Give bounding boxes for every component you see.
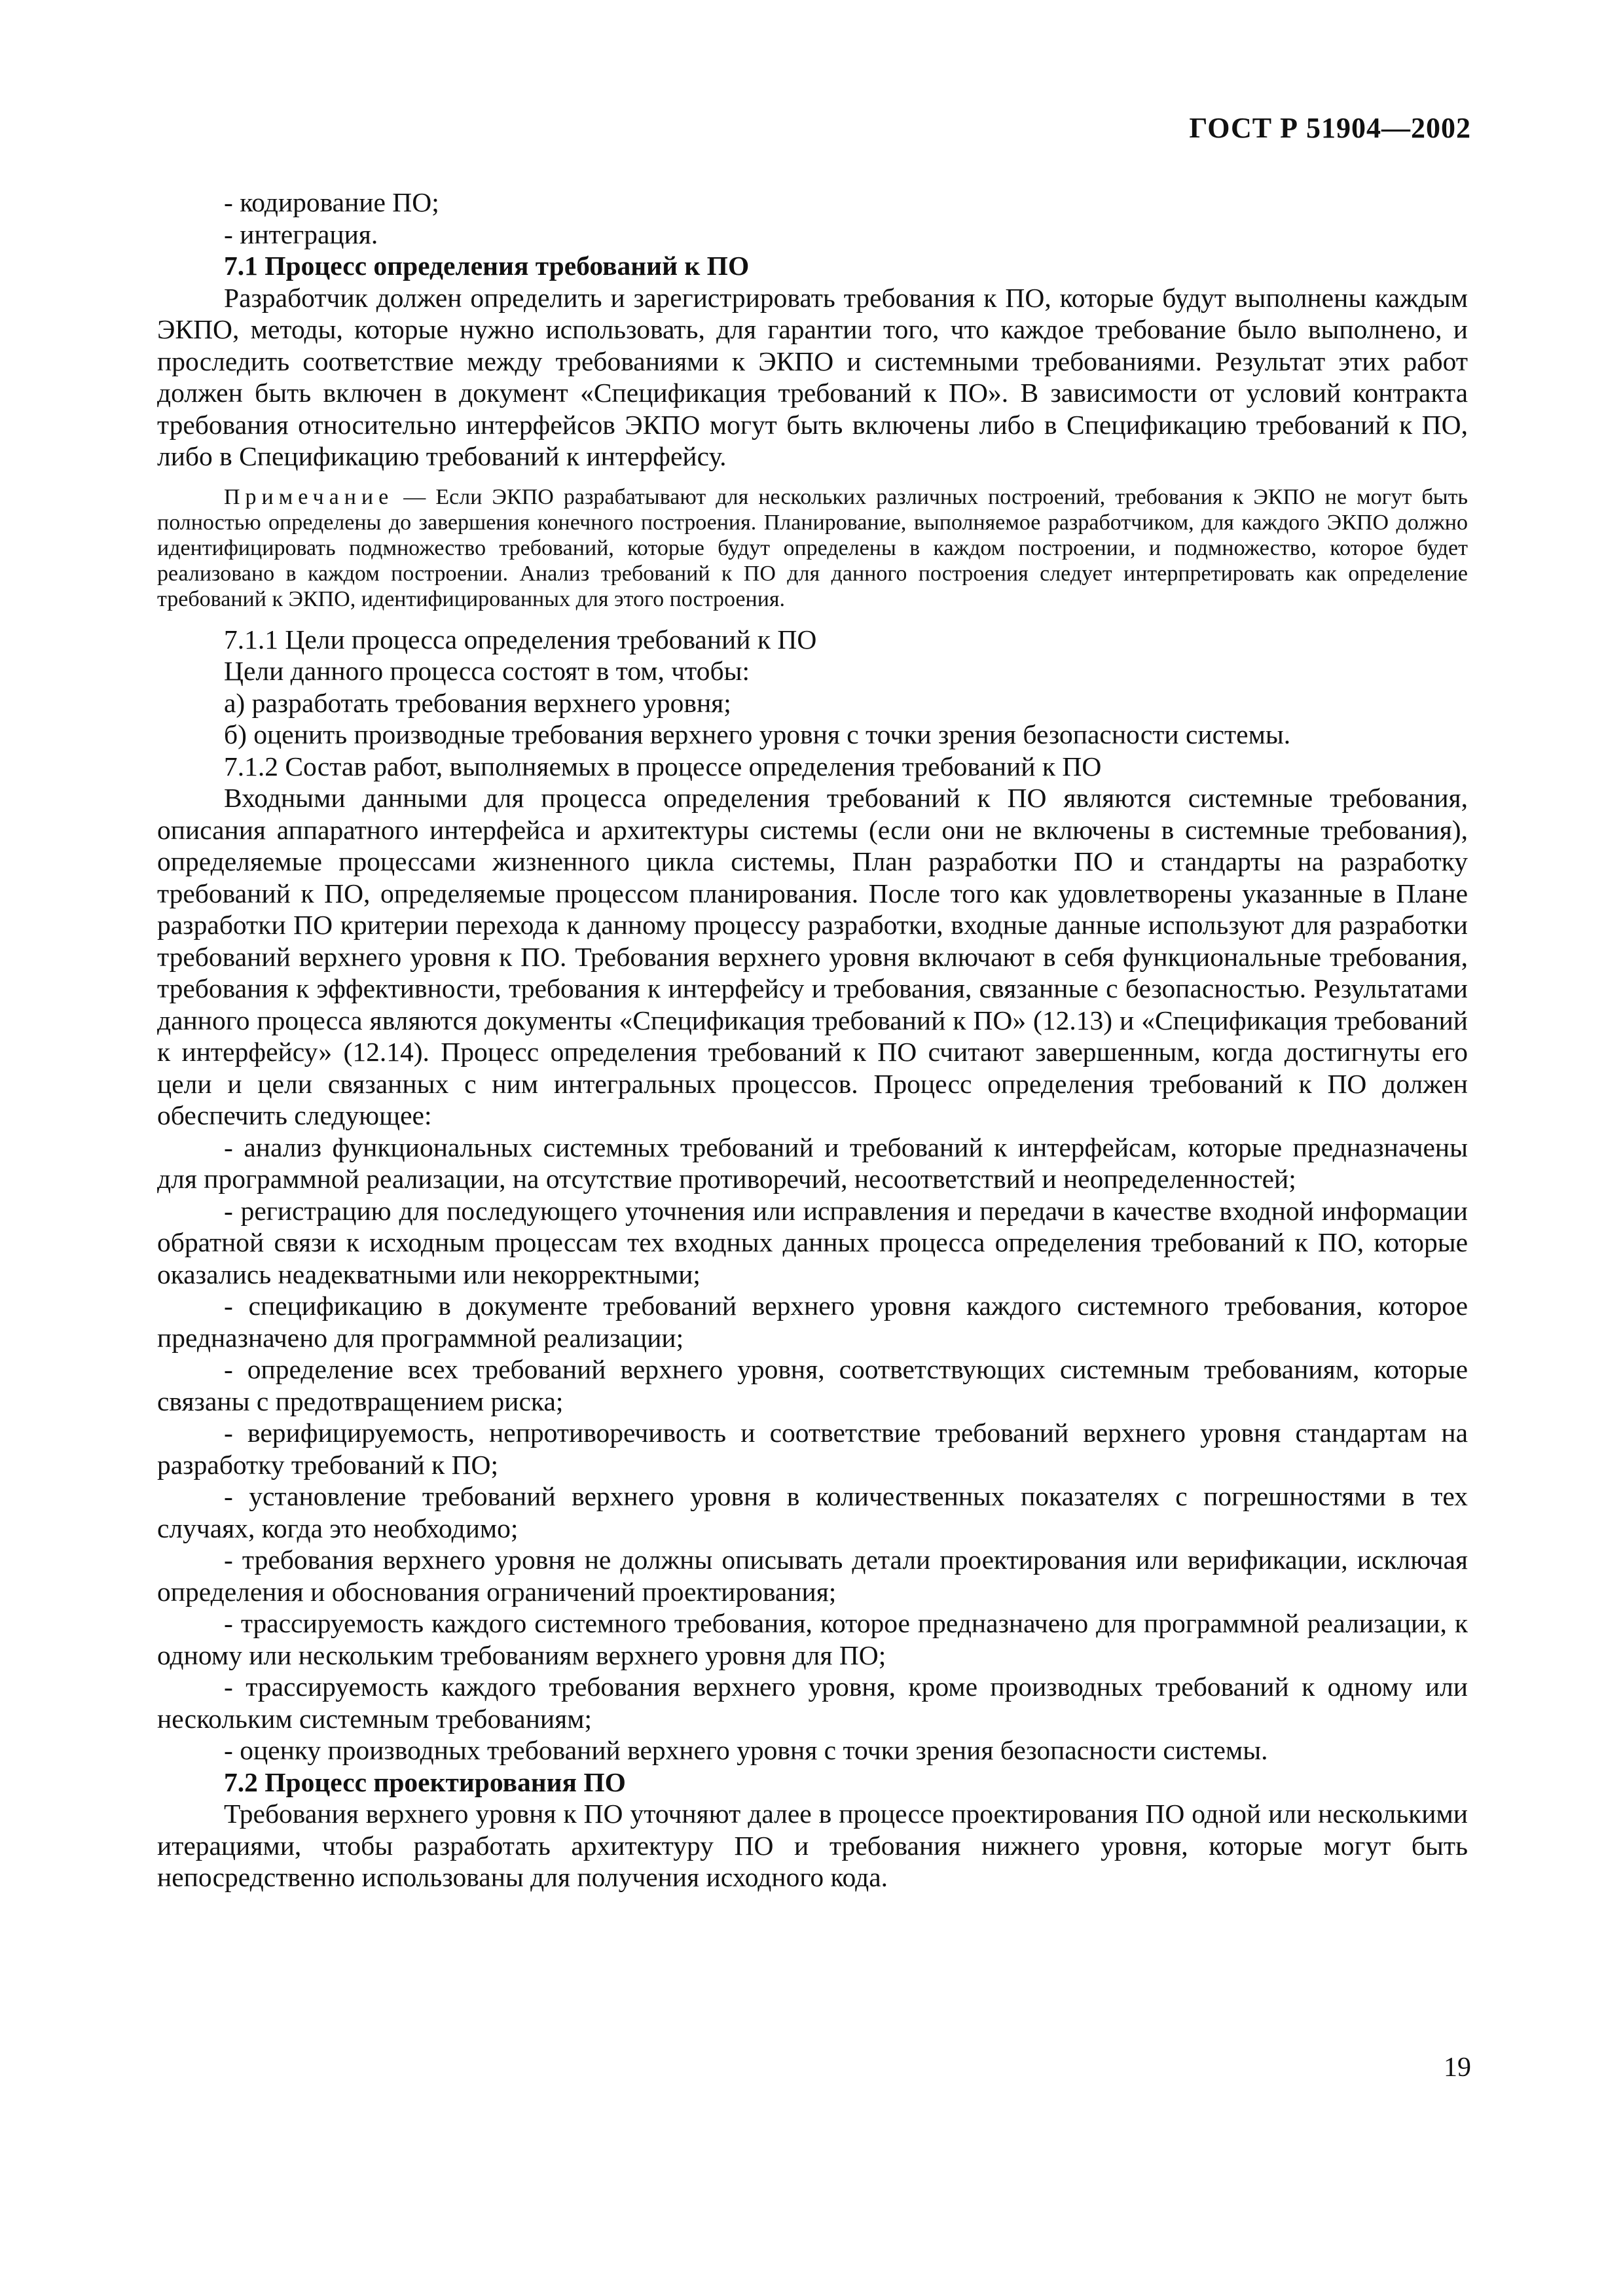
subsection-heading-7-1-2: 7.1.2 Состав работ, выполняемых в процессе определения требований к ПО	[224, 751, 1102, 781]
subsection-paragraph-7-1-1: Цели данного процесса состоят в том, чтобы:	[224, 656, 750, 686]
page-number: 19	[1444, 2053, 1471, 2083]
note-label: Примечание	[224, 484, 394, 509]
section-heading-7-2: 7.2 Процесс проектирования ПО	[224, 1767, 626, 1797]
list-item-coding: - кодирование ПО;	[224, 187, 439, 217]
section-heading-7-1: 7.1 Процесс определения требований к ПО	[224, 251, 750, 281]
section-paragraph-7-1: Разработчик должен определить и зарегистрировать требования к ПО, которые будут выполнены каждым ЭКПО, методы, которые нужно использовать, для гарантии того, что каждое требование было выполнено, и проследить соответствие между требованиями к ЭКПО и системными требованиями. Результат этих работ должен быть включен в документ «Спецификация требований к ПО». В зависимости от условий контракта требования относительно интерфейсов ЭКПО могут быть включены либо в Спецификацию требований к ПО, либо в Спецификацию требований к интерфейсу.	[157, 282, 1468, 471]
page-content	[157, 187, 1468, 1893]
goal-item-a: а) разработать требования верхнего уровня;	[224, 687, 731, 718]
goal-item-b: б) оценить производные требования верхнего уровня с точки зрения безопасности системы.	[224, 719, 1291, 749]
list-item: - регистрацию для последующего уточнения или исправления и передачи в качестве входной информации обратной связи к исходным процессам тех входных данных процесса определения требований к ПО, которые оказались неадекватными или некорректными;	[157, 1195, 1468, 1289]
list-item: - трассируемость каждого требования верхнего уровня, кроме производных требований к одному или нескольким системным требованиям;	[157, 1672, 1468, 1734]
list-item: - верифицируемость, непротиворечивость и соответствие требований верхнего уровня стандартам на разработку требований к ПО;	[157, 1418, 1468, 1480]
note-paragraph	[157, 484, 1468, 612]
list-item: - определение всех требований верхнего уровня, соответствующих системным требованиям, которые связаны с предотвращением риска;	[157, 1354, 1468, 1416]
subsection-heading-7-1-1: 7.1.1 Цели процесса определения требований к ПО	[224, 624, 817, 655]
list-item: - спецификацию в документе требований верхнего уровня каждого системного требования, которое предназначено для программной реализации;	[157, 1291, 1468, 1353]
list-item: - требования верхнего уровня не должны описывать детали проектирования или верификации, исключая определения и обоснования ограничений проектирования;	[157, 1545, 1468, 1607]
section-paragraph-7-2: Требования верхнего уровня к ПО уточняют далее в процессе проектирования ПО одной или несколькими итерациями, чтобы разработать архитектуру ПО и требования нижнего уровня, которые могут быть непосредственно использованы для получения исходного кода.	[157, 1799, 1468, 1892]
list-item: - установление требований верхнего уровня в количественных показателях с погрешностями в тех случаях, когда это необходимо;	[157, 1481, 1468, 1543]
note-text: — Если ЭКПО разрабатывают для нескольких различных построений, требования к ЭКПО не могут быть полностью определены до завершения конечного построения. Планирование, выполняемое разработчиком, для каждого ЭКПО должно идентифицировать подмножество требований, которые будут определены в каждом построении, и подмножество, которое будет реализовано в каждом построении. Анализ требований к ПО для данного построения следует интерпретировать как определение требований к ЭКПО, идентифицированных для этого построения.	[157, 484, 1468, 611]
subsection-paragraph-7-1-2: Входными данными для процесса определения требований к ПО являются системные требования, описания аппаратного интерфейса и архитектуры системы (если они не включены в системные требования), определяемые процессами жизненного цикла системы, План разработки ПО и стандарты на разработку требований к ПО, определяемые процессом планирования. После того как удовлетворены указанные в Плане разработки ПО критерии перехода к данному процессу разработки, входные данные используют для разработки требований верхнего уровня к ПО. Требования верхнего уровня включают в себя функциональные требования, требования к эффективности, требования к интерфейсу и требования, связанные с безопасностью. Результатами данного процесса являются документы «Спецификация требований к ПО» (12.13) и «Спецификация требований к интерфейсу» (12.14). Процесс определения требований к ПО считают завершенным, когда достигнуты его цели и цели связанных с ним интегральных процессов. Процесс определения требований к ПО должен обеспечить следующее:	[157, 783, 1468, 1130]
list-item-integration: - интеграция.	[224, 219, 378, 249]
list-item: - оценку производных требований верхнего уровня с точки зрения безопасности системы.	[224, 1735, 1268, 1765]
list-item: - анализ функциональных системных требований и требований к интерфейсам, которые предназначены для программной реализации, на отсутствие противоречий, несоответствий и неопределенностей;	[157, 1132, 1468, 1194]
list-item: - трассируемость каждого системного требования, которое предназначено для программной реализации, к одному или нескольким требованиям верхнего уровня для ПО;	[157, 1608, 1468, 1670]
document-code-header: ГОСТ Р 51904—2002	[1189, 112, 1471, 144]
